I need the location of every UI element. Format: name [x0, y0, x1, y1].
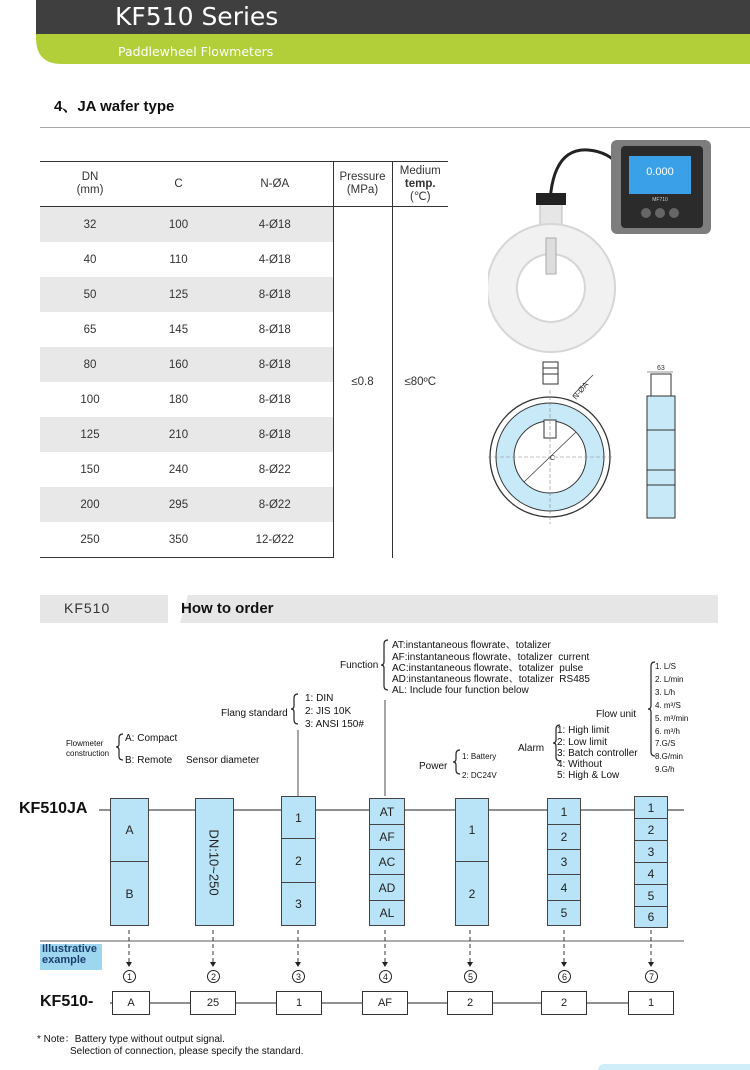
function-option-at: AT:instantaneous flowrate、totalizer: [392, 640, 551, 651]
drawing-label-noa: N-ØA: [570, 380, 591, 402]
table-row: 150 240 8-Ø22: [80, 463, 291, 476]
alarm-option-2: 2: Low limit: [557, 737, 608, 748]
pressure-cell: ≤0.8: [333, 207, 392, 558]
power-cell-2: 2: [455, 861, 489, 926]
model-label: KF510JA: [19, 800, 88, 817]
function-option-af: AF:instantaneous flowrate、totalizer current: [392, 652, 590, 663]
step-number-1: 1: [123, 970, 136, 983]
flange-option-3: 3: ANSI 150#: [305, 719, 364, 730]
function-option-ad: AD:instantaneous flowrate、totalizer RS485: [392, 674, 590, 685]
table-row: 200 295 8-Ø22: [40, 487, 448, 522]
example-box-diameter: 25: [190, 991, 236, 1015]
page-header: [0, 0, 750, 64]
alarm-cell-1: 1: [547, 798, 581, 825]
step-number-5: 5: [464, 970, 477, 983]
flange-cell-3: 3: [281, 882, 316, 926]
alarm-option-3: 3: Batch controller: [557, 748, 638, 759]
order-title: How to order: [181, 600, 274, 617]
step-number-6: 6: [558, 970, 571, 983]
spec-table: [40, 161, 448, 558]
footer-accent: [598, 1064, 750, 1070]
alarm-cell-5: 5: [547, 900, 581, 926]
step-number-4: 4: [379, 970, 392, 983]
function-cell-at: AT: [369, 798, 405, 825]
example-box-power: 2: [447, 991, 493, 1015]
flange-label: Flang standard: [221, 708, 288, 719]
table-row: 40 110 4-Ø18: [83, 253, 291, 266]
illustrative-example-label: Illustrative example: [40, 944, 102, 970]
example-box-function: AF: [362, 991, 408, 1015]
flow-unit-cell-3: 3: [634, 840, 668, 863]
flange-option-1: 1: DIN: [305, 693, 334, 704]
flow-unit-cell-5: 5: [634, 884, 668, 907]
temp-cell: ≤80ºC: [392, 207, 448, 558]
alarm-cell-2: 2: [547, 824, 581, 850]
col-header-pressure: Pressure (MPa): [333, 162, 392, 207]
construction-option-b: B: Remote: [125, 755, 173, 766]
table-row: 80 160 8-Ø18: [40, 347, 448, 382]
function-option-al: AL: Include four function below: [392, 685, 529, 696]
series-title: KF510 Series: [115, 2, 279, 31]
header-banner: [0, 0, 750, 64]
step-number-2: 2: [207, 970, 220, 983]
function-cell-af: AF: [369, 824, 405, 850]
construction-cell-a: A: [110, 798, 149, 862]
example-prefix: KF510-: [40, 993, 94, 1010]
note-line-2: Selection of connection, please specify the standard.: [70, 1046, 304, 1057]
power-option-1: 1: Battery: [462, 752, 497, 761]
drawing-label-width: 63: [657, 365, 665, 372]
flow-unit-options: 1. L/S 2. L/min 3. L/h 4. m³/S 5. m³/min 6. m³/h 7.G/S 8.G/min 9.G/h: [655, 662, 689, 775]
flow-unit-label: Flow unit: [596, 709, 637, 720]
table-row: 32 100 4-Ø18 ≤0.8 ≤80ºC: [40, 207, 448, 243]
meter-display-value: 0.000: [646, 166, 674, 178]
order-bar: [40, 595, 718, 623]
construction-option-a: A: Compact: [125, 733, 178, 744]
table-row: 250 350 12-Ø22: [40, 522, 448, 558]
section-divider: [40, 127, 750, 128]
diameter-cell: DN:10~250: [195, 798, 234, 926]
step-number-7: 7: [645, 970, 658, 983]
col-header-medium-temp: Medium temp. (℃): [392, 162, 448, 207]
function-cell-ac: AC: [369, 849, 405, 875]
note-line-1: * Note：Battery type without output signal.: [37, 1034, 225, 1045]
flange-cell-2: 2: [281, 838, 316, 883]
construction-label: Flowmeter construction: [66, 739, 110, 758]
alarm-option-4: 4: Without: [557, 759, 603, 770]
order-code: KF510: [64, 600, 111, 616]
dimension-drawing: [488, 360, 723, 525]
example-box-alarm: 2: [541, 991, 587, 1015]
diameter-label: Sensor diameter: [186, 755, 260, 766]
example-box-construction: A: [112, 991, 150, 1015]
table-row: 50 125 8-Ø18: [40, 277, 448, 312]
col-header-c: C: [140, 162, 217, 207]
flow-unit-cell-2: 2: [634, 818, 668, 841]
alarm-cell-3: 3: [547, 849, 581, 875]
table-row: 100 180 8-Ø18: [80, 393, 291, 406]
flow-unit-cell-4: 4: [634, 862, 668, 885]
drawing-label-c: C: [550, 455, 556, 462]
power-label: Power: [419, 761, 448, 772]
alarm-option-5: 5: High & Low: [557, 770, 620, 781]
series-subtitle: Paddlewheel Flowmeters: [118, 44, 274, 59]
power-cell-1: 1: [455, 798, 489, 862]
example-box-flange: 1: [276, 991, 322, 1015]
function-label: Function: [340, 660, 379, 671]
step-number-3: 3: [292, 970, 305, 983]
function-cell-ad: AD: [369, 874, 405, 901]
table-row: 65 145 8-Ø18: [83, 323, 291, 336]
function-option-ac: AC:instantaneous flowrate、totalizer pulse: [392, 663, 584, 674]
meter-model: MF710: [652, 197, 668, 203]
function-cell-al: AL: [369, 900, 405, 926]
alarm-cell-4: 4: [547, 874, 581, 901]
flange-option-2: 2: JIS 10K: [305, 706, 352, 717]
col-header-noa: N-ØA: [217, 162, 333, 207]
flow-unit-cell-1: 1: [634, 796, 668, 819]
table-header-row: [40, 162, 448, 207]
col-header-dn: DN (mm): [40, 162, 140, 207]
section-title: 4、JA wafer type: [54, 98, 175, 115]
table-row: 125 210 8-Ø18: [40, 417, 448, 452]
example-box-flow-unit: 1: [628, 991, 674, 1015]
construction-cell-b: B: [110, 861, 149, 926]
power-option-2: 2: DC24V: [462, 771, 497, 780]
flange-cell-1: 1: [281, 796, 316, 839]
alarm-label: Alarm: [518, 743, 545, 754]
alarm-option-1: 1: High limit: [557, 725, 610, 736]
product-photo: [488, 138, 723, 353]
flow-unit-cell-6: 6: [634, 906, 668, 928]
